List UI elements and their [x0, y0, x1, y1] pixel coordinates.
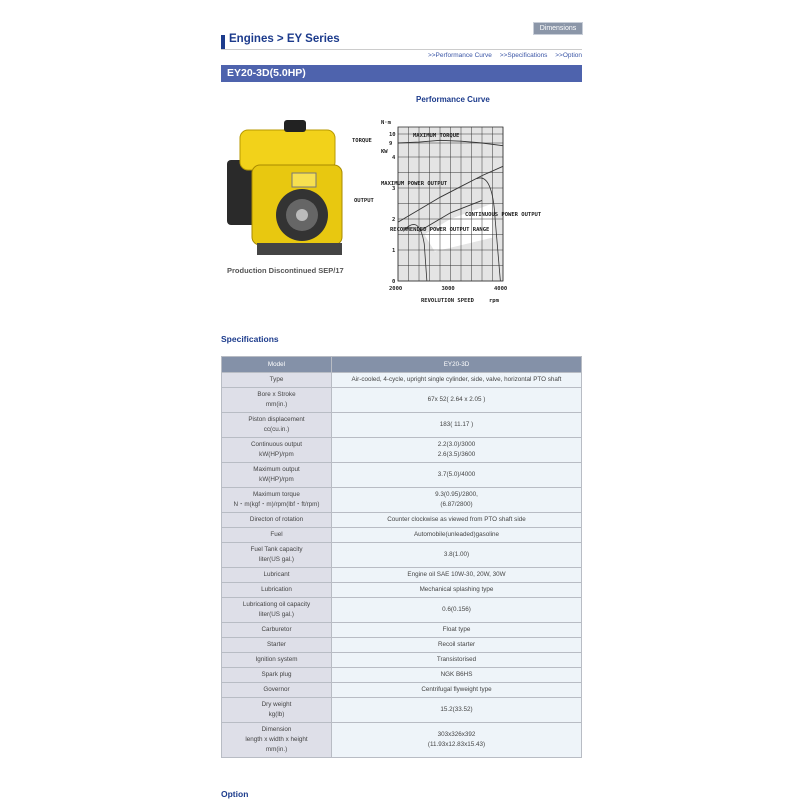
spec-label [222, 463, 332, 488]
link-performance-curve[interactable]: >>Performance Curve [427, 52, 492, 59]
x-axis-unit: rpm [489, 298, 499, 304]
header-model: Model [222, 357, 332, 373]
spec-value-line: 303x326x392 [437, 731, 476, 738]
spec-value [332, 723, 582, 758]
spec-label [222, 513, 332, 528]
spec-value-line: 0.6(0.156) [442, 606, 471, 613]
spec-value [332, 638, 582, 653]
y-tick-label: 3 [392, 186, 396, 192]
spec-value-line: (11.93x12.83x15.43) [427, 741, 486, 748]
spec-label-line: Fuel [270, 531, 283, 538]
spec-label [222, 528, 332, 543]
torque-unit: N·m [381, 120, 391, 126]
spec-value-line: 9.3(0.95)/2800, [435, 491, 478, 498]
link-option[interactable]: >>Option [555, 52, 582, 59]
torque-label: TORQUE [352, 138, 372, 144]
spec-label-line: liter(US gal.) [259, 556, 294, 563]
annotation-max-power: MAXIMUM POWER OUTPUT [381, 181, 448, 187]
spec-value-line: 3.8(1.00) [443, 551, 470, 558]
table-row [222, 543, 582, 568]
table-row [222, 668, 582, 683]
spec-value [332, 568, 582, 583]
spec-label [222, 598, 332, 623]
spec-value [332, 543, 582, 568]
table-row [222, 653, 582, 668]
table-row [222, 528, 582, 543]
spec-label-line: length x width x height [245, 736, 308, 743]
spec-value-line: 3.7(5.0)/4000 [437, 471, 476, 478]
spec-label [222, 583, 332, 598]
spec-label-line: Dry weight [261, 701, 292, 708]
spec-label-line: Spark plug [261, 671, 292, 678]
chart-grid [398, 127, 503, 281]
spec-label [222, 413, 332, 438]
table-header-row [222, 357, 582, 373]
spec-label [222, 488, 332, 513]
annotation-continuous: CONTINUOUS POWER OUTPUT [465, 212, 542, 218]
spec-value-line: Transistorised [436, 656, 477, 663]
table-row [222, 463, 582, 488]
spec-value [332, 583, 582, 598]
spec-value [332, 463, 582, 488]
spec-value [332, 653, 582, 668]
spec-value-line: 2.2(3.0)/3000 [437, 441, 476, 448]
table-row [222, 683, 582, 698]
specifications-table [221, 356, 582, 758]
spec-value-line: Centrifugal flyweight type [421, 686, 492, 693]
table-row [222, 723, 582, 758]
dimensions-button[interactable]: Dimensions [533, 22, 583, 35]
spec-value [332, 488, 582, 513]
link-specifications[interactable]: >>Specifications [499, 52, 548, 59]
spec-value-line: Mechanical splashing type [419, 586, 494, 593]
spec-label [222, 653, 332, 668]
specifications-title: Specifications [221, 334, 279, 344]
spec-value [332, 438, 582, 463]
spec-value [332, 528, 582, 543]
option-title: Option [221, 789, 249, 799]
spec-value-line: Float type [442, 626, 471, 633]
table-row [222, 373, 582, 388]
spec-label-line: Governor [263, 686, 290, 693]
table-row [222, 513, 582, 528]
table-row [222, 698, 582, 723]
spec-label [222, 543, 332, 568]
performance-curve-title: Performance Curve [416, 95, 490, 104]
engine-image [222, 115, 347, 260]
spec-label-line: Lubrication [261, 586, 292, 593]
spec-label-line: kW(HP)/rpm [259, 476, 294, 483]
x-tick-label: 2000 [389, 286, 403, 292]
divider [221, 49, 582, 50]
table-row [222, 413, 582, 438]
spec-value-line: Automobile(unleaded)gasoline [413, 531, 500, 538]
spec-label [222, 568, 332, 583]
spec-value-line: Engine oil SAE 10W-30, 20W, 30W [407, 571, 506, 578]
spec-label-line: liter(US gal.) [259, 611, 294, 618]
annotation-max-torque: MAXIMUM TORQUE [413, 133, 460, 139]
spec-label-line: N・m(kgf・m)/rpm(lbf・ft/rpm) [233, 501, 320, 508]
spec-value-line: NGK B6HS [440, 671, 473, 678]
spec-value-line: Counter clockwise as viewed from PTO shaft side [387, 516, 526, 523]
y-tick-label: 0 [392, 279, 396, 285]
spec-label-line: cc(cu.in.) [263, 426, 290, 433]
x-axis-label: REVOLUTION SPEED [421, 298, 474, 304]
spec-value [332, 388, 582, 413]
torque-tick-label: 10 [389, 132, 396, 138]
y-tick-label: 2 [392, 217, 396, 223]
y-tick-label: 1 [392, 248, 396, 254]
spec-label-line: Ignition system [255, 656, 298, 663]
spec-label-line: Maximum torque [253, 491, 300, 498]
spec-label [222, 668, 332, 683]
spec-label [222, 683, 332, 698]
spec-label [222, 638, 332, 653]
spec-value-line: 183( 11.17 ) [439, 421, 474, 428]
spec-label-line: Fuel Tank capacity [250, 546, 303, 553]
spec-value-line: Air-cooled, 4-cycle, upright single cylinder, side, valve, horizontal PTO shaft [351, 376, 562, 383]
table-row [222, 623, 582, 638]
table-row [222, 488, 582, 513]
x-tick-label: 3000 [441, 286, 455, 292]
spec-value [332, 373, 582, 388]
torque-tick-label: 9 [389, 141, 393, 147]
spec-label [222, 698, 332, 723]
spec-label-line: Directon of rotation [249, 516, 304, 523]
output-label: OUTPUT [354, 198, 374, 204]
spec-value [332, 598, 582, 623]
table-row [222, 638, 582, 653]
table-row [222, 438, 582, 463]
spec-value [332, 623, 582, 638]
table-row [222, 598, 582, 623]
spec-value [332, 668, 582, 683]
y-tick-label: 4 [392, 155, 396, 161]
spec-label-line: Dimension [261, 726, 292, 733]
header-model-value: EY20-3D [332, 357, 582, 373]
spec-value [332, 698, 582, 723]
breadcrumb: Engines > EY Series [229, 33, 340, 45]
spec-value-line: 15.2(33.52) [440, 706, 473, 713]
spec-value-line: 2.6(3.5)/3600 [437, 451, 476, 458]
x-tick-label: 4000 [494, 286, 508, 292]
spec-label [222, 438, 332, 463]
spec-value-line: 67x 52( 2.64 x 2.05 ) [427, 396, 486, 403]
spec-label [222, 373, 332, 388]
spec-label-line: Piston displacement [248, 416, 305, 423]
spec-label-line: kg(lb) [268, 711, 285, 718]
spec-label-line: Maximum output [253, 466, 300, 473]
spec-value [332, 413, 582, 438]
discontinued-notice: Production Discontinued SEP/17 [227, 266, 344, 275]
spec-label-line: Bore x Stroke [257, 391, 296, 398]
spec-label-line: Lubricant [263, 571, 290, 578]
spec-label [222, 623, 332, 638]
table-row [222, 568, 582, 583]
spec-label [222, 388, 332, 413]
annotation-recommended: RECOMMENDED POWER OUTPUT RANGE [390, 227, 490, 233]
breadcrumb-accent [221, 35, 225, 49]
table-row [222, 583, 582, 598]
section-links [422, 52, 582, 59]
spec-label [222, 723, 332, 758]
spec-value [332, 683, 582, 698]
spec-label-line: mm(in.) [265, 401, 288, 408]
spec-label-line: Continuous output [250, 441, 303, 448]
spec-label-line: Type [269, 376, 284, 383]
performance-chart [348, 110, 563, 310]
spec-label-line: Lubricationg oil capacity [242, 601, 311, 608]
spec-label-line: mm(in.) [265, 746, 288, 753]
spec-label-line: kW(HP)/rpm [259, 451, 294, 458]
spec-value-line: (6.87/2800) [440, 501, 473, 508]
model-title: EY20-3D(5.0HP) [221, 65, 582, 82]
spec-label-line: Carburetor [261, 626, 292, 633]
spec-label-line: Starter [267, 641, 286, 648]
table-row [222, 388, 582, 413]
output-unit: KW [381, 149, 388, 155]
spec-value-line: Recoil starter [437, 641, 476, 648]
spec-value [332, 513, 582, 528]
